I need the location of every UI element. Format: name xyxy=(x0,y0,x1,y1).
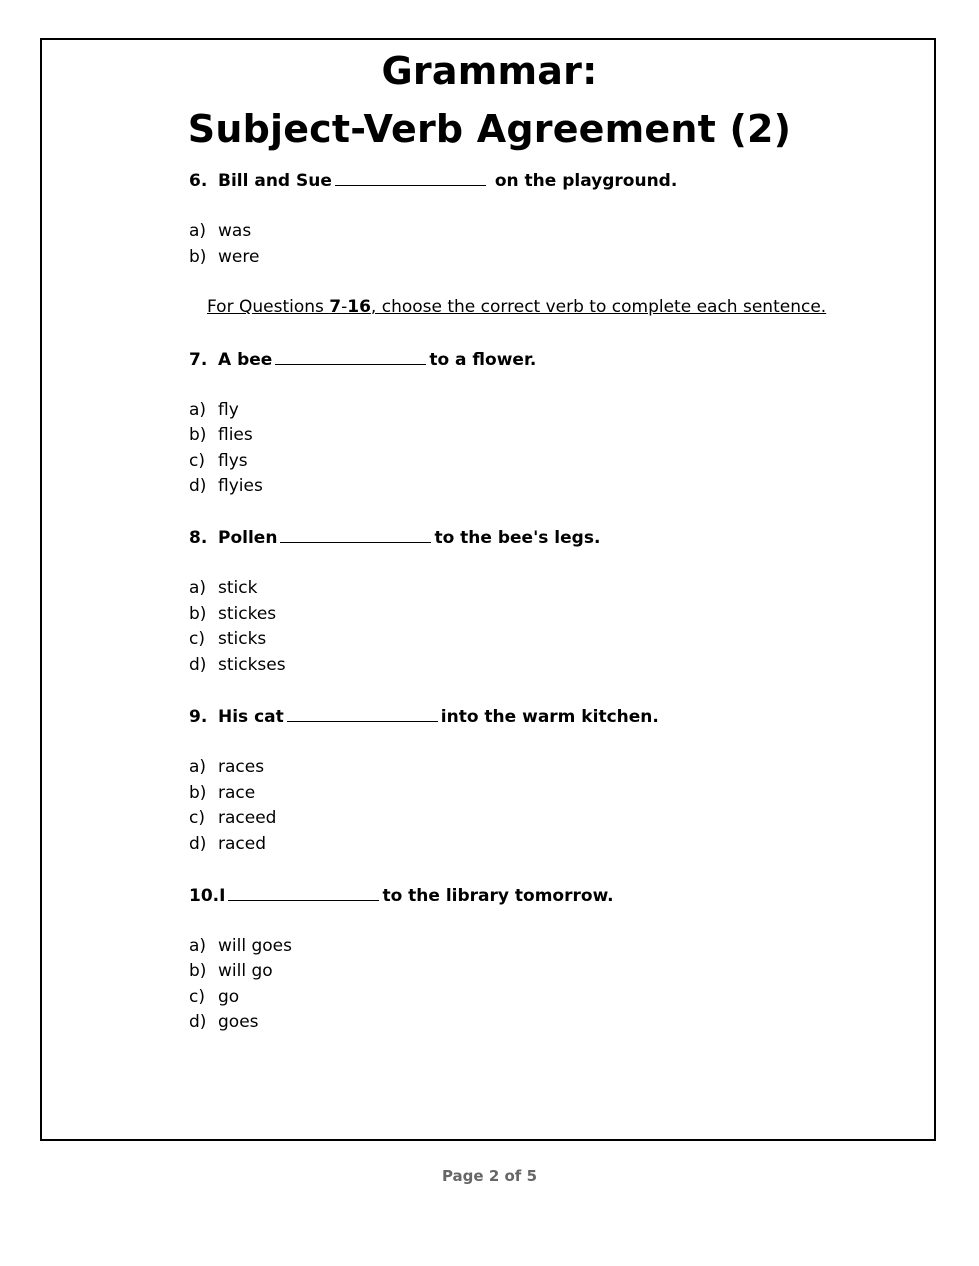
question-text-after: on the playground. xyxy=(488,171,678,191)
option-text: raceed xyxy=(218,808,277,828)
page-border xyxy=(40,38,936,1141)
option-6b[interactable] xyxy=(189,246,259,268)
option-letter: b) xyxy=(189,604,207,624)
question-text-before: Pollen xyxy=(218,528,278,548)
question-text-after: into the warm kitchen. xyxy=(440,707,659,727)
option-9c[interactable] xyxy=(189,807,276,829)
page-number-footer xyxy=(0,1167,979,1185)
option-text: flies xyxy=(218,425,253,445)
option-7a[interactable] xyxy=(189,399,239,421)
question-number: 6. xyxy=(189,171,208,191)
option-text: race xyxy=(218,783,256,803)
option-6a[interactable] xyxy=(189,220,251,242)
question-6 xyxy=(189,169,677,192)
question-text-before: A bee xyxy=(218,350,273,370)
option-text: stickses xyxy=(218,655,286,675)
option-letter: a) xyxy=(189,400,207,420)
option-text: raced xyxy=(218,834,267,854)
option-text: races xyxy=(218,757,265,777)
option-8a[interactable] xyxy=(189,577,257,599)
option-text: stickes xyxy=(218,604,277,624)
option-text: will goes xyxy=(218,936,292,956)
option-letter: d) xyxy=(189,655,207,675)
option-letter: a) xyxy=(189,757,207,777)
option-letter: c) xyxy=(189,987,205,1007)
option-letter: b) xyxy=(189,961,207,981)
answer-blank xyxy=(280,526,431,543)
answer-blank xyxy=(335,169,486,186)
option-letter: d) xyxy=(189,834,207,854)
option-letter: b) xyxy=(189,247,207,267)
question-text-before: I xyxy=(219,886,226,906)
option-8c[interactable] xyxy=(189,628,266,650)
question-text-after: to the bee's legs. xyxy=(434,528,601,548)
option-letter: a) xyxy=(189,221,207,241)
footer-of-label: of xyxy=(504,1167,522,1185)
option-letter: c) xyxy=(189,629,205,649)
option-text: stick xyxy=(218,578,258,598)
question-text-before: His cat xyxy=(218,707,284,727)
option-letter: b) xyxy=(189,783,207,803)
option-8d[interactable] xyxy=(189,654,286,676)
option-text: were xyxy=(218,247,260,267)
option-10d[interactable] xyxy=(189,1011,259,1033)
option-letter: b) xyxy=(189,425,207,445)
option-letter: c) xyxy=(189,808,205,828)
option-text: will go xyxy=(218,961,273,981)
question-10 xyxy=(189,884,614,907)
footer-page-label: Page xyxy=(441,1167,484,1185)
option-7d[interactable] xyxy=(189,475,263,497)
question-number: 7. xyxy=(189,350,208,370)
question-text-before: Bill and Sue xyxy=(218,171,332,191)
option-text: goes xyxy=(218,1012,259,1032)
option-letter: a) xyxy=(189,936,207,956)
instruction-prefix: For Questions xyxy=(207,297,330,317)
option-letter: c) xyxy=(189,451,205,471)
instruction-text xyxy=(207,296,826,318)
page-title-line2: Subject-Verb Agreement (2) xyxy=(187,107,792,151)
option-text: flyies xyxy=(218,476,263,496)
footer-total-pages: 5 xyxy=(526,1167,538,1185)
option-10c[interactable] xyxy=(189,986,239,1008)
option-9d[interactable] xyxy=(189,833,266,855)
option-9a[interactable] xyxy=(189,756,264,778)
question-number: 10. xyxy=(189,886,220,906)
option-10b[interactable] xyxy=(189,960,273,982)
instruction-dash: - xyxy=(341,297,348,317)
question-text-after: to the library tomorrow. xyxy=(382,886,614,906)
page-title-line1: Grammar: xyxy=(381,49,598,93)
question-number: 8. xyxy=(189,528,208,548)
option-text: was xyxy=(218,221,252,241)
option-text: flys xyxy=(218,451,248,471)
question-text-after: to a flower. xyxy=(429,350,537,370)
option-9b[interactable] xyxy=(189,782,255,804)
option-10a[interactable] xyxy=(189,935,292,957)
instruction-range-end: 16 xyxy=(347,297,371,317)
answer-blank xyxy=(287,705,438,722)
option-letter: a) xyxy=(189,578,207,598)
option-text: go xyxy=(218,987,240,1007)
footer-current-page: 2 xyxy=(488,1167,500,1185)
question-9 xyxy=(189,705,659,728)
answer-blank xyxy=(275,348,426,365)
option-8b[interactable] xyxy=(189,603,276,625)
option-text: sticks xyxy=(218,629,267,649)
option-text: fly xyxy=(218,400,239,420)
option-7c[interactable] xyxy=(189,450,248,472)
question-8 xyxy=(189,526,600,549)
option-letter: d) xyxy=(189,476,207,496)
instruction-range-start: 7 xyxy=(329,297,342,317)
option-7b[interactable] xyxy=(189,424,253,446)
question-number: 9. xyxy=(189,707,208,727)
option-letter: d) xyxy=(189,1012,207,1032)
instruction-suffix: , choose the correct verb to complete each sentence. xyxy=(370,297,827,317)
question-7 xyxy=(189,348,536,371)
answer-blank xyxy=(228,884,379,901)
